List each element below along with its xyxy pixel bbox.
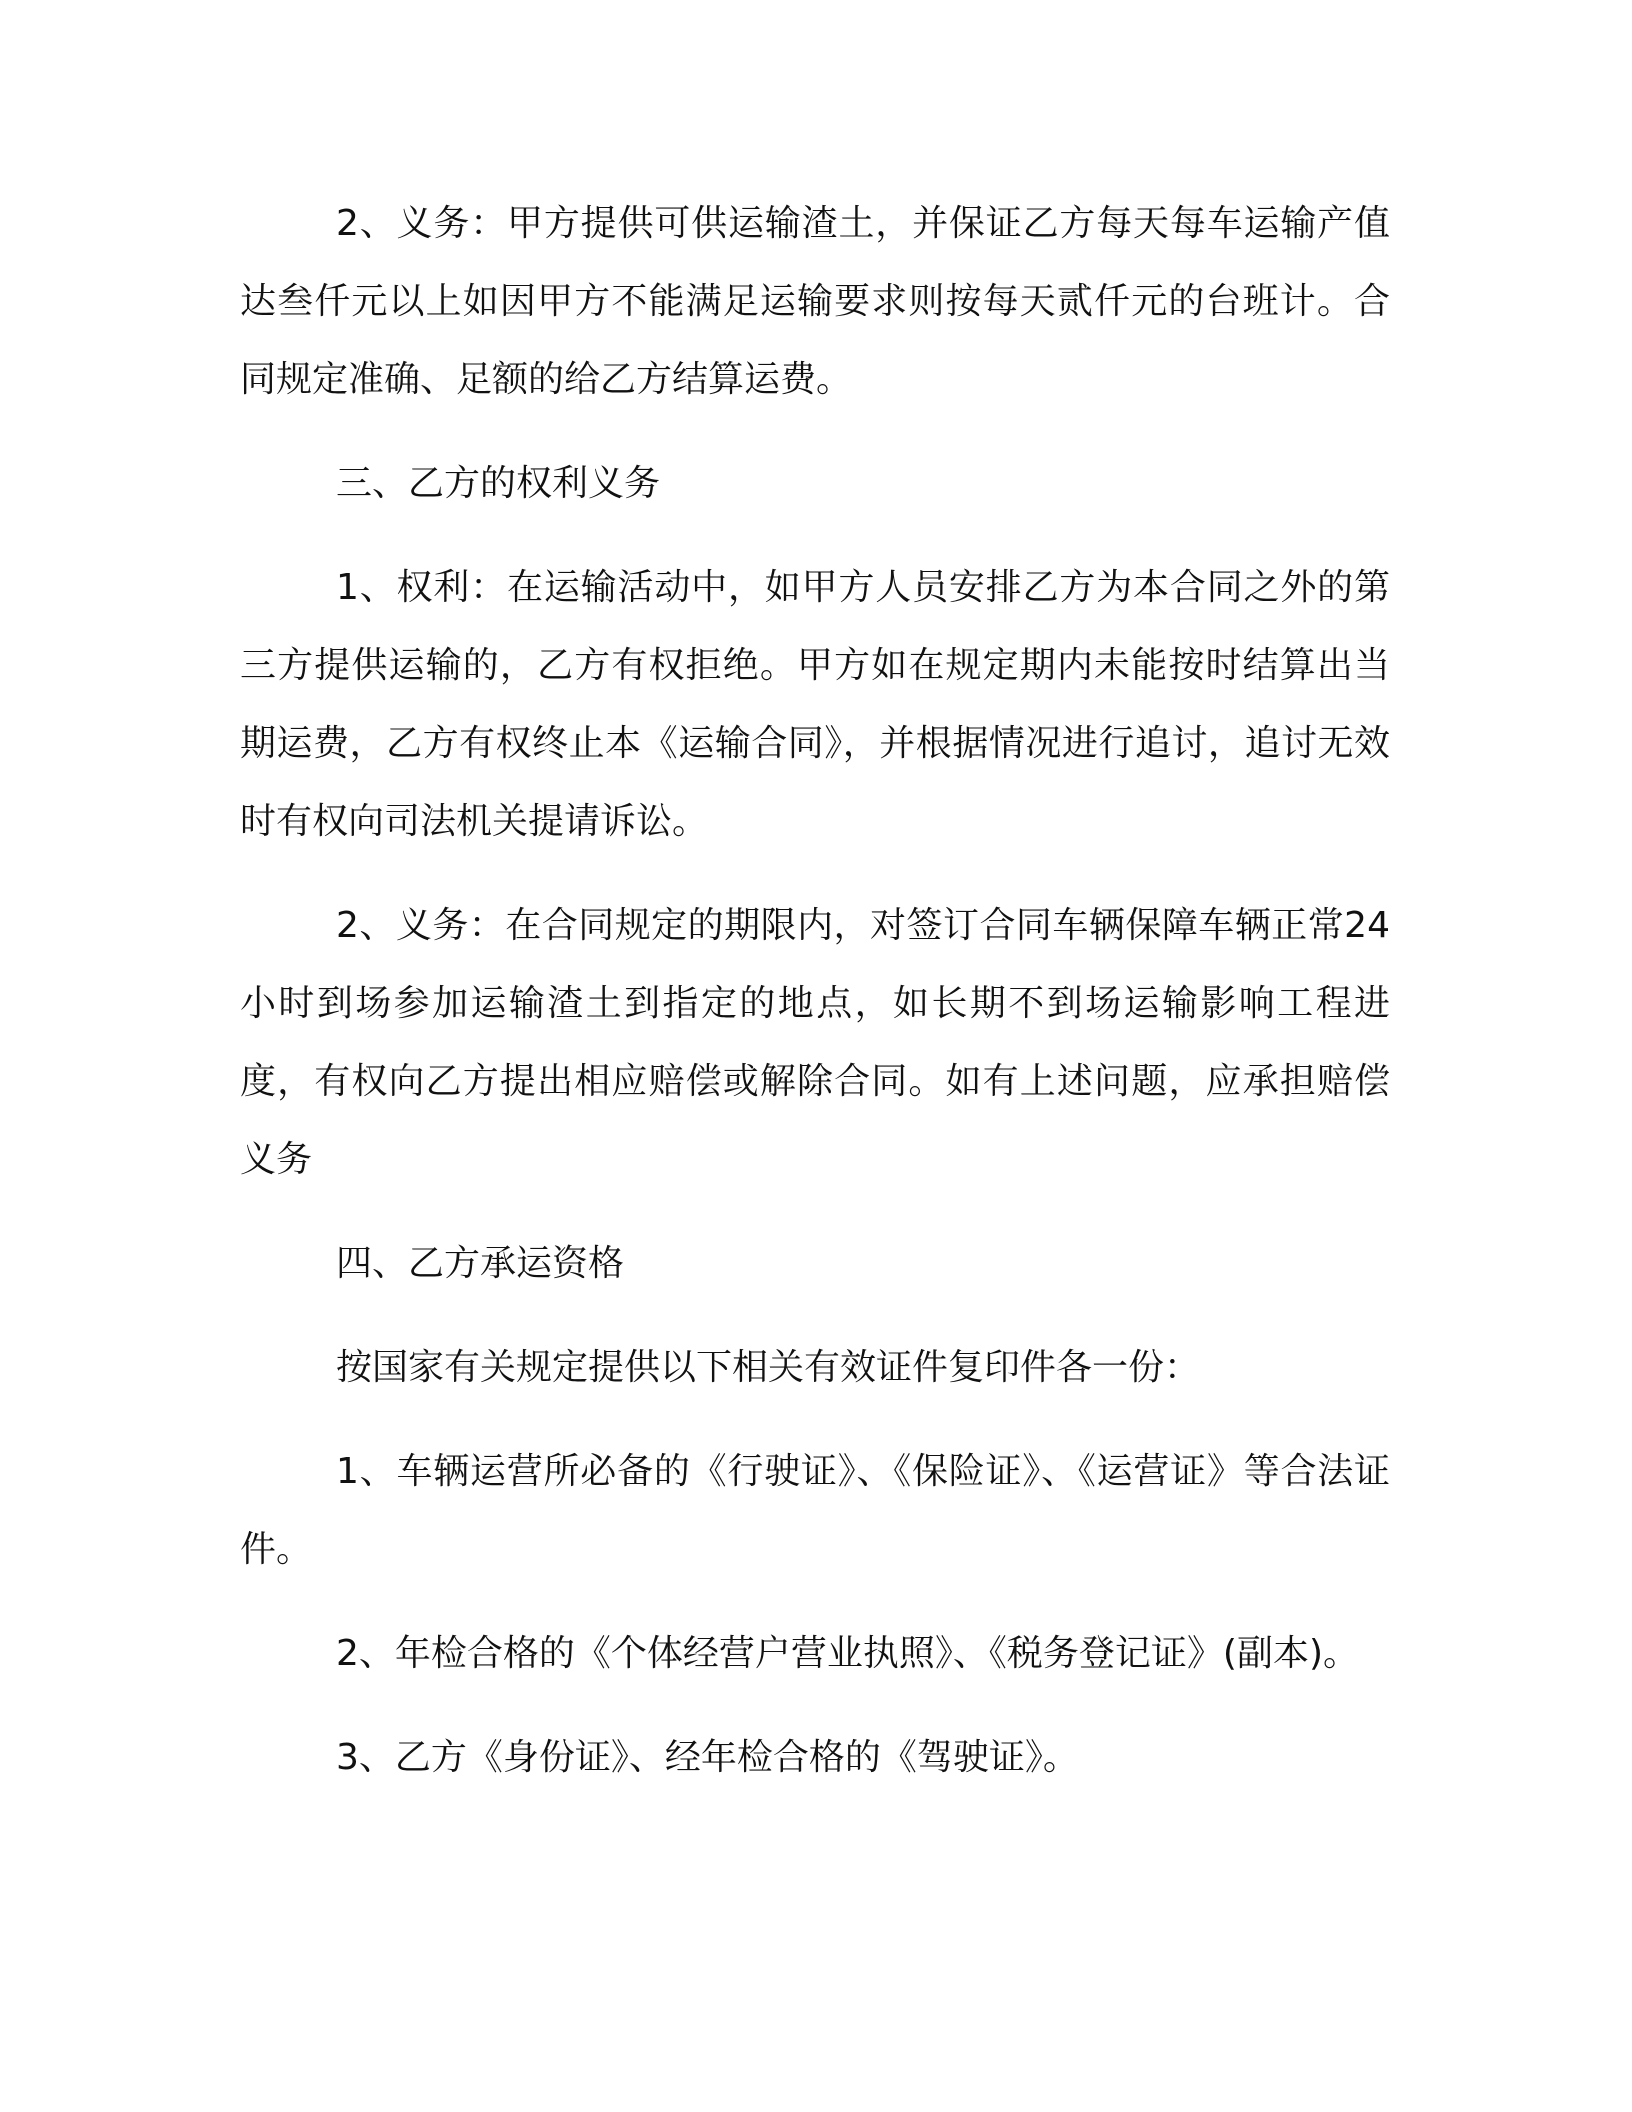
- document-page: [240, 185, 1390, 1797]
- paragraph-documents-intro: 按国家有关规定提供以下相关有效证件复印件各一份：: [336, 1347, 1201, 1388]
- list-item-vehicle-documents: 1、车辆运营所必备的《行驶证》、《保险证》、《运营证》等合法证件。: [240, 1451, 1390, 1570]
- list-item-business-license: 2、年检合格的《个体经营户营业执照》、《税务登记证》(副本)。: [336, 1633, 1359, 1674]
- section-heading-carrier-qualification: 四、乙方承运资格: [336, 1243, 625, 1284]
- list-item-id-and-license: 3、乙方《身份证》、经年检合格的《驾驶证》。: [336, 1737, 1079, 1778]
- paragraph-party-a-obligation: 2、义务：甲方提供可供运输渣土，并保证乙方每天每车运输产值达叁仟元以上如因甲方不能满足运输要求则按每天贰仟元的台班计。合同规定准确、足额的给乙方结算运费。: [240, 203, 1390, 400]
- paragraph-party-b-obligation: 2、义务：在合同规定的期限内，对签订合同车辆保障车辆正常24小时到场参加运输渣土到指定的地点，如长期不到场运输影响工程进度，有权向乙方提出相应赔偿或解除合同。如有上述问题，应承担赔偿义务: [240, 905, 1390, 1180]
- section-heading-party-b-rights: 三、乙方的权利义务: [336, 463, 661, 504]
- paragraph-party-b-rights: 1、权利：在运输活动中，如甲方人员安排乙方为本合同之外的第三方提供运输的，乙方有权拒绝。甲方如在规定期内未能按时结算出当期运费，乙方有权终止本《运输合同》，并根据情况进行追讨，追讨无效时有权向司法机关提请诉讼。: [240, 567, 1390, 842]
